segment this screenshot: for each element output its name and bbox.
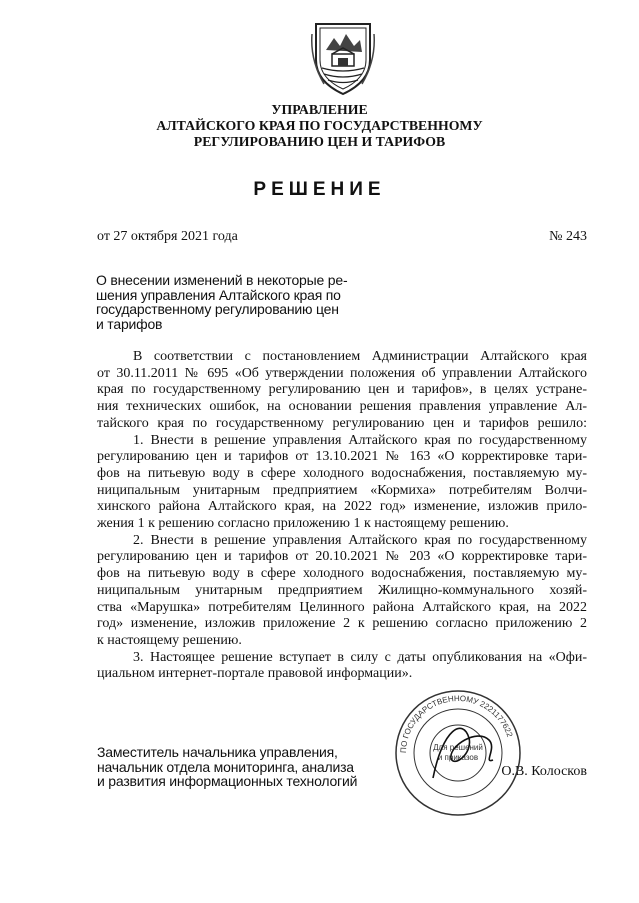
- body-line: 3. Настоящее решение вступает в силу с даты опубликования на «Офи-: [133, 649, 587, 665]
- body-line: год» изменение, изложив приложение 2 к решению согласно приложению 2: [97, 616, 587, 632]
- body-line: ниципальным унитарным предприятием Жилищно-коммунального хозяй-: [97, 582, 587, 598]
- body-line: к настоящему решению.: [97, 632, 242, 648]
- document-title: РЕШЕНИЕ: [253, 179, 386, 200]
- body-line: от 30.11.2011 № 695 «Об утверждении положения об управлении Алтайского: [97, 365, 587, 381]
- body-line: циальном интернет-портале правовой информации».: [97, 666, 413, 682]
- subject-line: шения управления Алтайского края по: [96, 286, 341, 303]
- stamp-center-line-1: Для решений: [433, 743, 483, 752]
- signatory-name: О.В. Колосков: [501, 764, 587, 779]
- body-line: 1. Внести в решение управления Алтайского края по государственному: [133, 432, 587, 448]
- body-line: ния технических ошибок, на основании решения правления управление Ал-: [97, 399, 587, 415]
- body-line: регулированию цен и тарифов от 20.10.2021 № 203 «О корректировке тари-: [97, 549, 587, 565]
- subject-line: О внесении изменений в некоторые ре-: [96, 272, 348, 288]
- subject-line: и тарифов: [96, 315, 163, 332]
- body-line: 2. Внести в решение управления Алтайского края по государственному: [133, 532, 587, 548]
- body-line: ства «Марушка» потребителям Целинного района Алтайского края, на 2022: [97, 599, 587, 615]
- body-line: хинского района Алтайского края, на 2022 год» изменение, изложив прило-: [97, 499, 587, 515]
- signatory-position-line: Заместитель начальника управления,: [97, 744, 338, 760]
- header-line-3: РЕГУЛИРОВАНИЮ ЦЕН И ТАРИФОВ: [193, 134, 446, 149]
- coat-of-arms-emblem: [310, 20, 376, 96]
- body-line: жения 1 к решению согласно приложению 1 к настоящему решению.: [97, 516, 509, 532]
- body-line: края по государственному регулированию цен и тарифов», в целях устране-: [97, 382, 587, 398]
- document-date: от 27 октября 2021 года: [97, 229, 238, 244]
- signatory-position-line: и развития информационных технологий: [97, 773, 358, 790]
- signatory-position: [97, 745, 397, 789]
- stamp-ring-text: ПО ГОСУДАРСТВЕННОМУ 2221177622: [398, 693, 515, 754]
- stamp-center-line-2: и приказов: [437, 753, 479, 762]
- signatory-position-line: начальник отдела мониторинга, анализа: [97, 758, 354, 775]
- body-line: фов на питьевую воду в сфере холодного водоснабжения, поставляемую му-: [97, 465, 587, 481]
- body-line: В соответствии с постановлением Администрации Алтайского края: [133, 349, 587, 364]
- body-line: ниципальным унитарным предприятием «Кормиха» потребителям Волчи-: [97, 482, 587, 498]
- body-line: регулированию цен и тарифов от 13.10.2021 № 163 «О корректировке тари-: [97, 449, 587, 465]
- subject-line: государственному регулированию цен: [96, 301, 339, 318]
- body-line: тайского края по государственному регулированию цен и тарифов решило:: [97, 415, 587, 431]
- official-stamp: [393, 688, 523, 818]
- header-line-2: АЛТАЙСКОГО КРАЯ ПО ГОСУДАРСТВЕННОМУ: [156, 118, 483, 133]
- document-number: № 243: [549, 229, 587, 244]
- document-body: [97, 349, 587, 683]
- body-line: фов на питьевую воду в сфере холодного водоснабжения, поставляемую му-: [97, 566, 587, 582]
- header-line-1: УПРАВЛЕНИЕ: [271, 102, 368, 117]
- document-subject: [96, 273, 358, 331]
